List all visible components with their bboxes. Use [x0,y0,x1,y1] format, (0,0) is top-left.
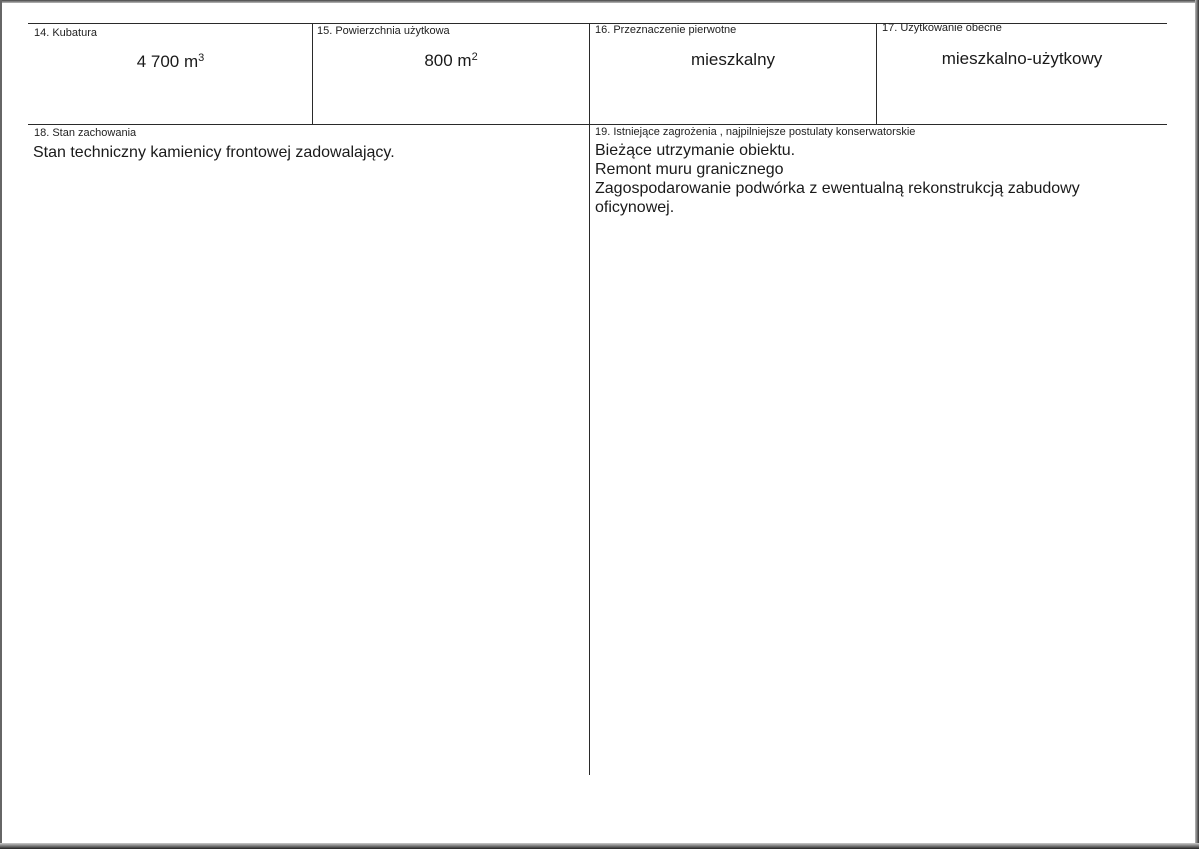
powierzchnia-value-number: 800 m [424,51,472,70]
grid-middle-line [28,124,1167,125]
kubatura-value-number: 4 700 m [136,52,199,71]
zagrozenia-line-3: Zagospodarowanie podwórka z ewentualną rekonstrukcją zabudowy oficynowej. [595,180,1080,216]
powierzchnia-value [313,51,589,71]
powierzchnia-label: 15. Powierzchnia użytkowa [317,25,450,37]
kubatura-value [29,52,312,72]
zagrozenia-text [595,141,1135,217]
kubatura-unit-exponent: 3 [198,52,205,64]
stan-label: 18. Stan zachowania [34,127,137,139]
przeznaczenie-label: 16. Przeznaczenie pierwotne [595,24,737,36]
grid-divider-16-17 [876,23,877,125]
scan-edge-left [0,0,2,849]
zagrozenia-line-2: Remont muru granicznego [595,161,784,178]
scan-edge-top [0,0,1199,3]
grid-divider-15-16 [589,23,590,775]
grid-divider-14-15 [312,23,313,125]
powierzchnia-unit-exponent: 2 [471,51,478,63]
uzytkowanie-value: mieszkalno-użytkowy [941,49,1103,68]
przeznaczenie-value: mieszkalny [690,50,776,69]
zagrozenia-label: 19. Istniejące zagrożenia , najpilniejsze postulaty konserwatorskie [595,126,916,138]
zagrozenia-line-1: Bieżące utrzymanie obiektu. [595,142,796,159]
stan-text: Stan techniczny kamienicy frontowej zadowalający. [33,144,395,161]
kubatura-label: 14. Kubatura [34,27,97,39]
scan-edge-right [1195,0,1199,849]
uzytkowanie-label: 17. Użytkowanie obecne [882,22,1002,34]
scan-edge-bottom [0,843,1199,849]
